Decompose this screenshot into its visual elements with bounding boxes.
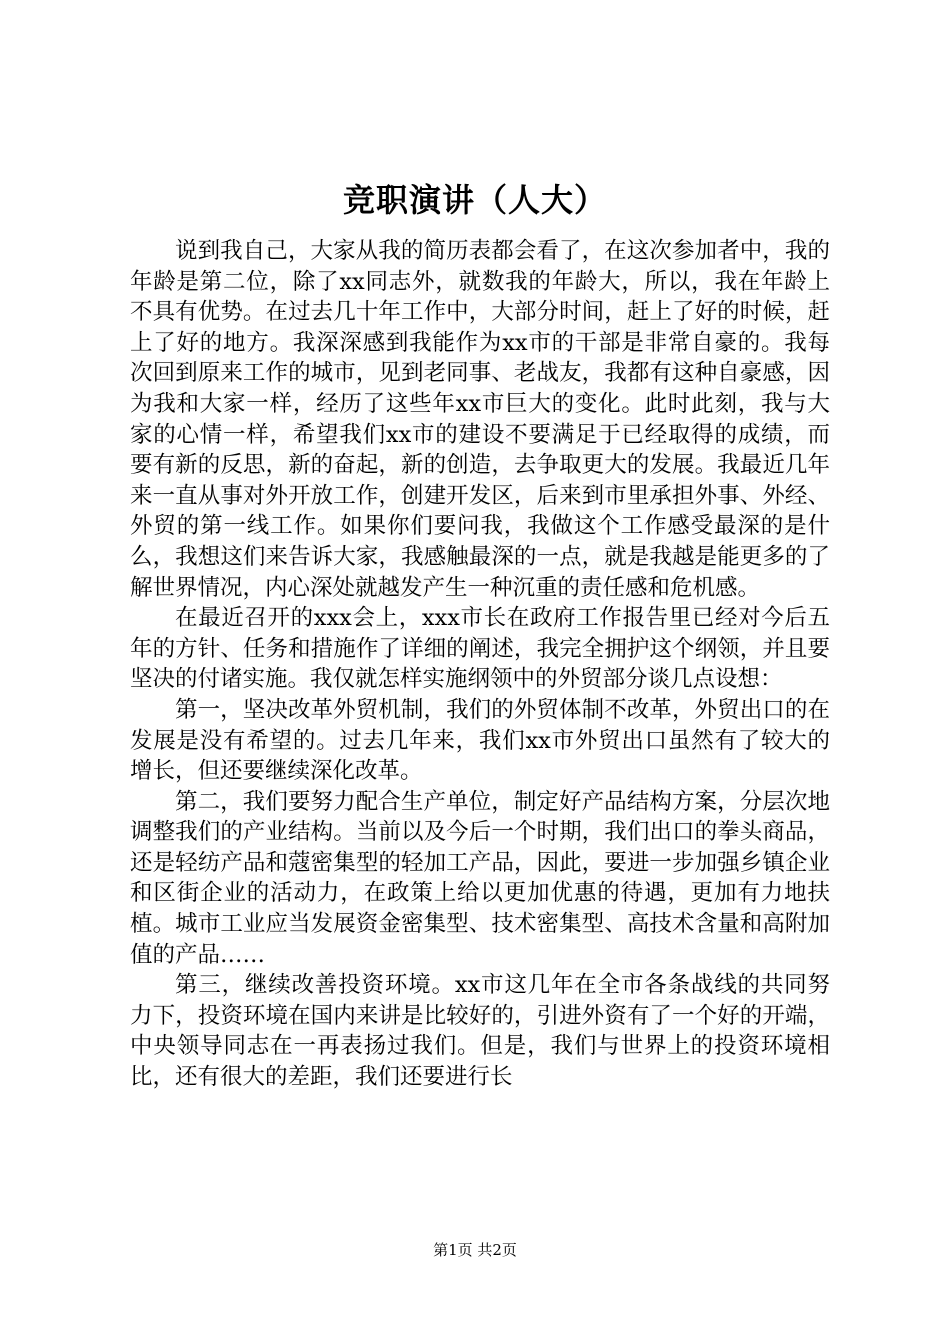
paragraph-4: 第二，我们要努力配合生产单位，制定好产品结构方案，分层次地调整我们的产业结构。当前以及今后一个时期，我们出口的拳头商品，还是轻纺产品和蔻密集型的轻加工产品，因此，要进一步加强乡镇企业和区街企业的活动力，在政策上给以更加优惠的待遇，更加有力地扶植。城市工业应当发展资金密集型、技术密集型、高技术含量和高附加值的产品…… [130,788,830,968]
document-title: 竞职演讲（人大） [342,181,607,219]
paragraph-1: 说到我自己，大家从我的简历表都会看了，在这次参加者中，我的年龄是第二位，除了xx同志外，就数我的年龄大，所以，我在年龄上不具有优势。在过去几十年工作中，大部分时间，赶上了好的时候，赶上了好的地方。我深深感到我能作为xx市的干部是非常自豪的。我每次回到原来工作的城市，见到老同事、老战友，我都有这种自豪感，因为我和大家一样，经历了这些年xx市巨大的变化。此时此刻，我与大家的心情一样，希望我们xx市的建设不要满足于已经取得的成绩，而要有新的反思，新的奋起，新的创造，去争取更大的发展。我最近几年来一直从事对外开放工作，创建开发区，后来到市里承担外事、外经、外贸的第一线工作。如果你们要问我，我做这个工作感受最深的是什么，我想这们来告诉大家，我感触最深的一点，就是我越是能更多的了解世界情况，内心深处就越发产生一种沉重的责任感和危机感。 [130,238,830,601]
page-number-footer: 第1页 共2页 [433,1241,517,1259]
document-body [130,236,830,1093]
paragraph-2: 在最近召开的xxx会上，xxx市长在政府工作报告里已经对今后五年的方针、任务和措施作了详细的阐述，我完全拥护这个纲领，并且要坚决的付诸实施。我仅就怎样实施纲领中的外贸部分谈几点设想： [130,605,830,693]
paragraph-5: 第三，继续改善投资环境。xx市这几年在全市各条战线的共同努力下，投资环境在国内来讲是比较好的，引进外资有了一个好的开端，中央领导同志在一再表扬过我们。但是，我们与世界上的投资环境相比，还有很大的差距，我们还要进行长 [130,972,830,1091]
paragraph-3: 第一，坚决改革外贸机制，我们的外贸体制不改革，外贸出口的在发展是没有希望的。过去几年来，我们xx市外贸出口虽然有了较大的增长，但还要继续深化改革。 [130,696,830,785]
